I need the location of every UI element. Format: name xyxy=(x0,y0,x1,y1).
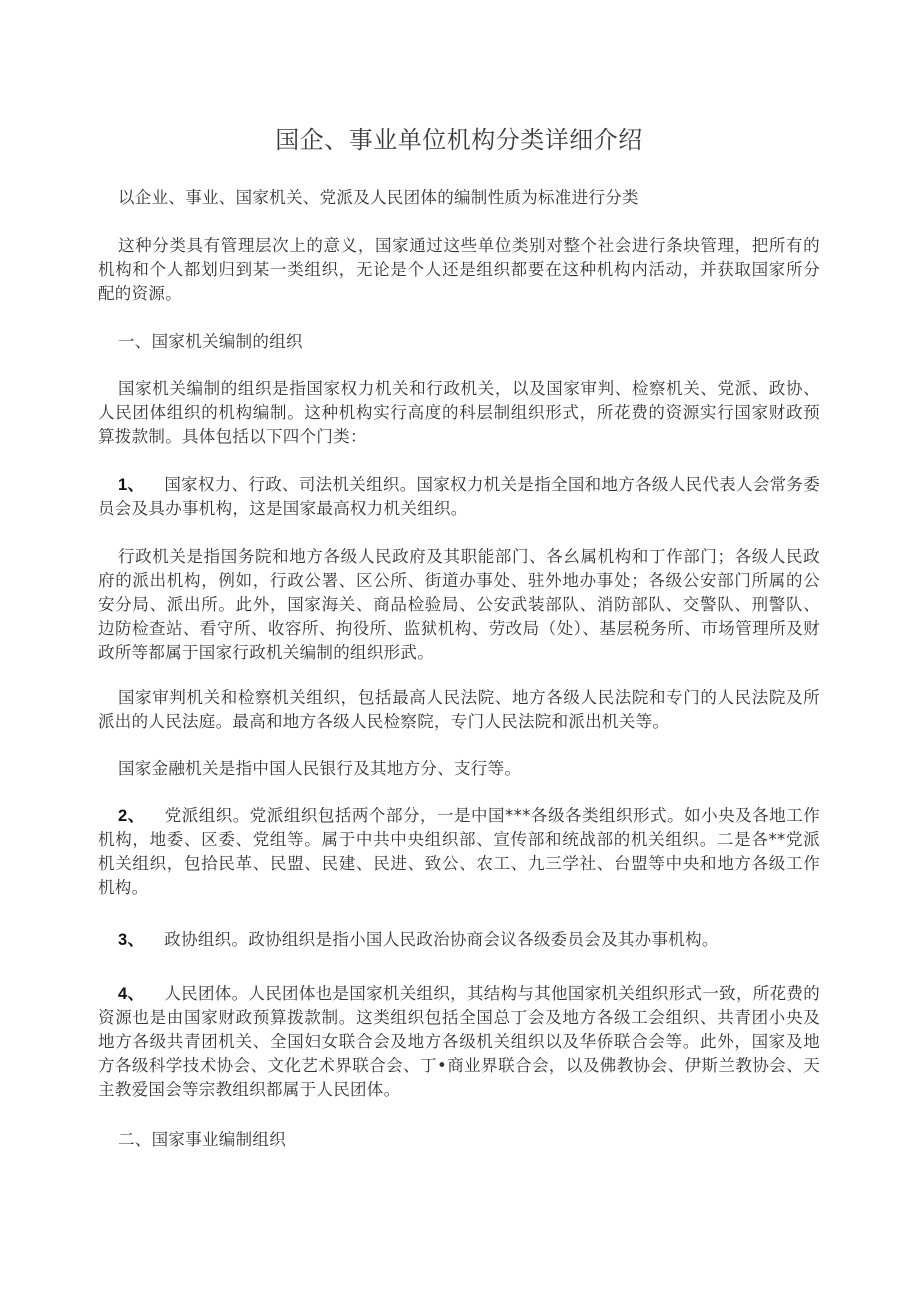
list-number-2: 2、 xyxy=(118,807,145,825)
list-number-1: 1、 xyxy=(118,476,145,494)
subtitle-paragraph: 以企业、事业、国家机关、党派及人民团体的编制性质为标准进行分类 xyxy=(118,188,639,207)
section1-body-paragraph: 国家机关编制的组织是指国家权力机关和行政机关，以及国家审判、检察机关、党派、政协、人民团体组织的机构编制。这种机构实行高度的科层制组织形式，所花费的资源实行国家财政预算拨款制。具体包括以下四个门类： xyxy=(98,379,820,446)
list-item-2 xyxy=(98,804,820,900)
section2-heading: 二、国家事业编制组织 xyxy=(118,1130,286,1149)
list-item-3 xyxy=(98,928,820,952)
administrative-organs-paragraph: 行政机关是指国务院和地方各级人民政府及其职能部门、各幺属机构和丁作部门；各级人民政府的派出机构，例如，行政公署、区公所、街道办事处、驻外地办事处；各级公安部门所属的公安分局、派出所。此外，国家海关、商品检验局、公安武装部队、消防部队、交警队、刑警队、边防检查站、看守所、收容所、拘役所、监狱机构、劳改局（处）、基层税务所、市场管理所及财政所等都属于国家行政机关编制的组织形武。 xyxy=(98,547,820,662)
list-item-1 xyxy=(98,473,820,521)
intro-paragraph: 这种分类具有管理层次上的意义，国家通过这些单位类别对整个社会进行条块管理，把所有的机构和个人都划归到某一类组织，无论是个人还是组织都要在这种机构内活动，并获取国家所分配的资源。 xyxy=(98,236,820,303)
list-item-4-text: 人民团体。人民团体也是国家机关组织，其结构与其他国家机关组织形式一致，所花费的资源也是由国家财政预算拨款制。这类组织包括全国总丁会及地方各级工会组织、共青团小央及地方各级共青团机关、全国妇女联合会及地方各级机关组织以及华侨联合会等。此外，国家及地方各级科学技术协会、文化艺术界联合会、丁•商业界联合会，以及佛教协会、伊斯兰教协会、天主教爱国会等宗教组织都属于人民团体。 xyxy=(98,984,821,1099)
list-item-4 xyxy=(98,982,820,1102)
financial-organs-paragraph: 国家金融机关是指中国人民银行及其地方分、支行等。 xyxy=(118,759,522,778)
document-title: 国企、事业单位机构分类详细介绍 xyxy=(275,126,643,154)
list-number-3: 3、 xyxy=(118,931,145,949)
judicial-organs-paragraph: 国家审判机关和检察机关组织，包括最高人民法院、地方各级人民法院和专门的人民法院及所派出的人民法庭。最高和地方各级人民检察院，专门人民法院和派出机关等。 xyxy=(98,688,820,731)
list-number-4: 4、 xyxy=(118,985,145,1003)
list-item-1-text: 国家权力、行政、司法机关组织。国家权力机关是指全国和地方各级人民代表人会常务委员会及具办事机构，这是国家最高权力机关组织。 xyxy=(98,475,821,518)
list-item-3-text: 政协组织。政协组织是指小国人民政治协商会议各级委员会及其办事机构。 xyxy=(164,930,719,949)
section1-heading: 一、国家机关编制的组织 xyxy=(118,332,303,351)
list-item-2-text: 党派组织。党派组织包括两个部分，一是中国***各级各类组织形式。如小央及各地工作机构，地委、区委、党组等。属于中共中央组织部、宣传部和统战部的机关组织。二是各**党派机关组织，包拾民革、民盟、民建、民进、致公、农工、九三学社、台盟等中央和地方各级工作机构。 xyxy=(98,806,821,897)
